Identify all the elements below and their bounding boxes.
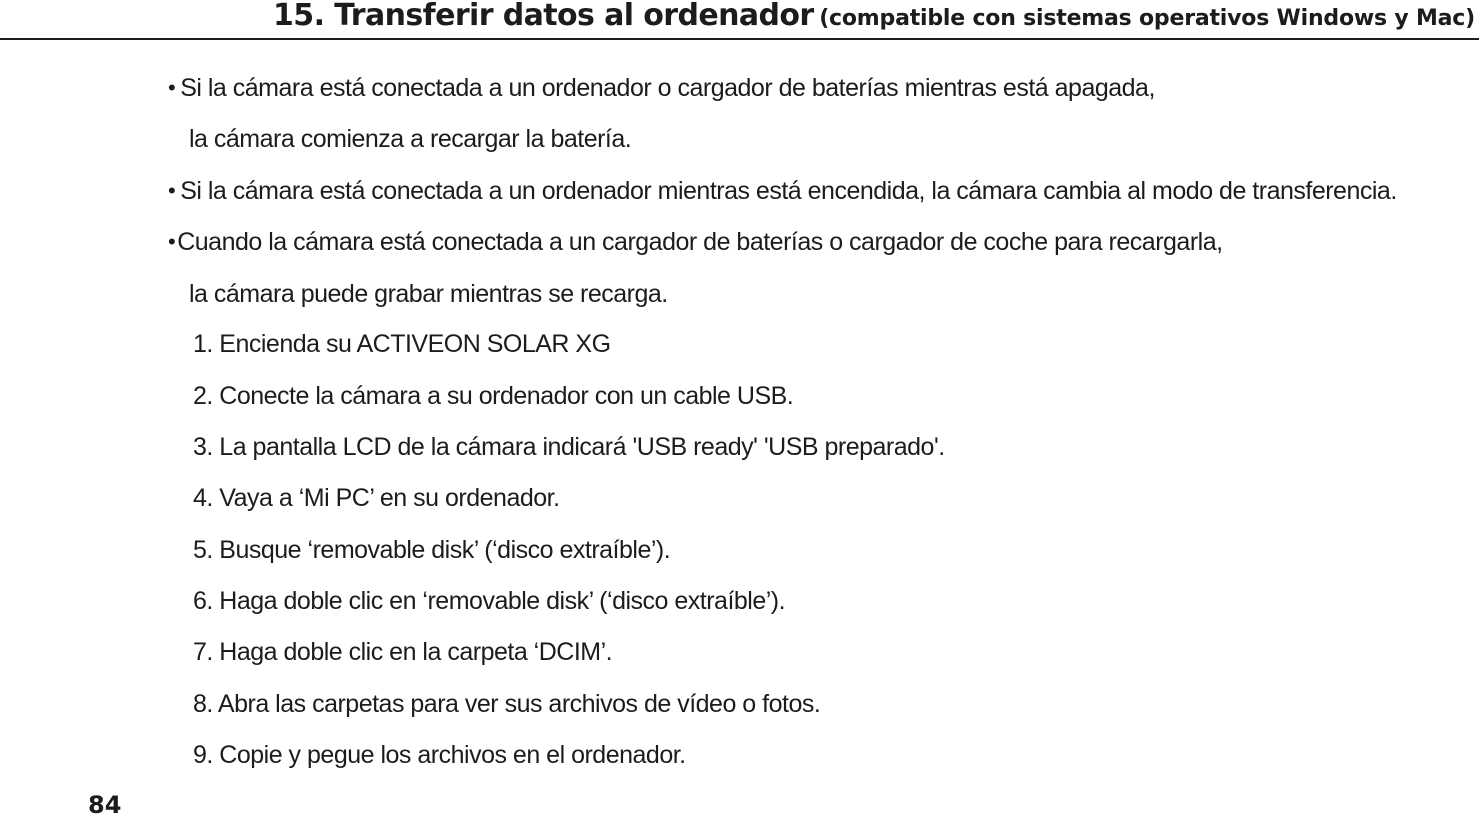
bullet-text: Si la cámara está conectada a un ordenador o cargador de baterías mientras está apagada, [180,74,1155,102]
bullet-continuation: la cámara puede grabar mientras se recarga. [189,280,668,308]
bullet-item [168,176,1397,206]
step-item: 8. Abra las carpetas para ver sus archivos de vídeo o fotos. [193,690,821,718]
bullet-item [168,227,1223,257]
bullet-item [168,73,1155,103]
bullet-continuation: la cámara comienza a recargar la batería. [189,125,632,153]
step-item: 3. La pantalla LCD de la cámara indicará 'USB ready' 'USB preparado'. [193,433,945,461]
bullet-marker: • [168,229,176,254]
bullet-marker: • [168,75,176,100]
step-item: 1. Encienda su ACTIVEON SOLAR XG [193,330,611,358]
step-item: 7. Haga doble clic en la carpeta ‘DCIM’. [193,638,613,666]
bullet-text: Si la cámara está conectada a un ordenador mientras está encendida, la cámara cambia al modo de transferencia. [180,177,1397,205]
step-item: 4. Vaya a ‘Mi PC’ en su ordenador. [193,484,560,512]
section-title-subtitle: (compatible con sistemas operativos Windows y Mac) [819,6,1475,31]
page-header [0,0,1479,40]
step-item: 2. Conecte la cámara a su ordenador con un cable USB. [193,382,794,410]
section-title-main: 15. Transferir datos al ordenador [273,0,814,33]
step-item: 6. Haga doble clic en ‘removable disk’ (‘disco extraíble’). [193,587,786,615]
page-number: 84 [88,791,122,819]
step-item: 9. Copie y pegue los archivos en el ordenador. [193,741,686,769]
bullet-marker: • [168,178,176,203]
step-item: 5. Busque ‘removable disk’ (‘disco extraíble’). [193,536,671,564]
section-title [273,0,1475,33]
bullet-text: Cuando la cámara está conectada a un cargador de baterías o cargador de coche para recargarla, [177,228,1223,256]
